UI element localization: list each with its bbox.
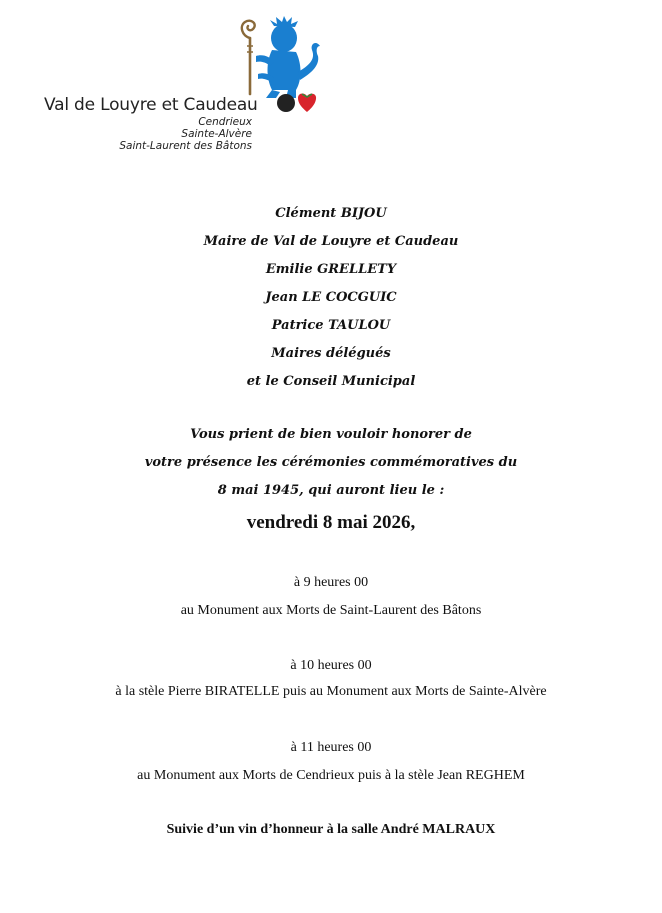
logo-village-cendrieux: Cendrieux xyxy=(198,116,252,128)
strawberry-icon xyxy=(298,94,316,112)
mayor-name: Clément BIJOU xyxy=(275,206,387,221)
closing-reception: Suivie d’un vin d’honneur à la salle André MALRAUX xyxy=(166,822,496,837)
schedule-time-2: à 10 heures 00 xyxy=(290,658,372,673)
event-date: vendredi 8 mai 2026, xyxy=(246,512,416,533)
schedule-time-1: à 9 heures 00 xyxy=(293,575,369,590)
schedule-time-3: à 11 heures 00 xyxy=(290,740,372,755)
municipal-council: et le Conseil Municipal xyxy=(246,374,416,389)
truffle-icon xyxy=(277,94,295,112)
logo-village-sainte-alvere: Sainte-Alvère xyxy=(181,128,252,140)
delegate-mayors-title: Maires délégués xyxy=(271,346,391,361)
schedule-place-3: au Monument aux Morts de Cendrieux puis à la stèle Jean REGHEM xyxy=(137,768,525,783)
schedule-place-2: à la stèle Pierre BIRATELLE puis au Monument aux Morts de Sainte-Alvère xyxy=(115,684,547,699)
invitation-line: 8 mai 1945, qui auront lieu le : xyxy=(217,483,445,498)
invitation-line: Vous prient de bien vouloir honorer de xyxy=(190,427,472,442)
mayor-title: Maire de Val de Louyre et Caudeau xyxy=(203,234,459,249)
invitation-line: votre présence les cérémonies commémoratives du xyxy=(144,455,518,470)
schedule-place-1: au Monument aux Morts de Saint-Laurent des Bâtons xyxy=(180,603,482,618)
delegate-mayor-1: Emilie GRELLETY xyxy=(265,262,397,277)
officials-block xyxy=(0,200,662,396)
invitation-text xyxy=(0,421,662,505)
municipality-logo xyxy=(40,16,330,156)
crozier-icon xyxy=(242,21,255,94)
logo-village-saint-laurent: Saint-Laurent des Bâtons xyxy=(119,140,252,152)
delegate-mayor-3: Patrice TAULOU xyxy=(271,318,391,333)
lion-icon xyxy=(256,16,320,98)
logo-municipality-name: Val de Louyre et Caudeau xyxy=(44,95,258,115)
delegate-mayor-2: Jean LE COCGUIC xyxy=(265,290,397,305)
